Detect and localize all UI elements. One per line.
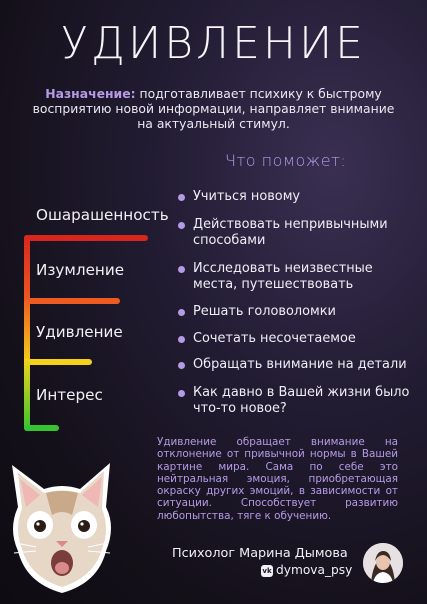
tip-item: Решать головоломки <box>176 304 417 320</box>
help-heading: Что поможет: <box>225 151 347 170</box>
tip-item: Сочетать несочетаемое <box>176 331 417 347</box>
tip-item: Исследовать неизвестные места, путешествовать <box>176 261 417 292</box>
bullet-icon <box>178 362 185 369</box>
social-handle[interactable]: vk dymova_psy <box>262 563 353 577</box>
purpose-line-1: подготавливает психику к быстрому <box>139 86 382 101</box>
vk-icon: vk <box>262 567 272 575</box>
scale-bar-green <box>24 425 59 431</box>
scale-stem-orange <box>24 298 30 364</box>
tip-item: Учиться новому <box>176 189 417 205</box>
emotion-label-4: Интерес <box>36 386 103 404</box>
tip-item: Действовать непривычными способами <box>176 217 417 248</box>
scale-bar-yellow <box>24 359 92 365</box>
scale-bar-red <box>24 235 148 241</box>
scale-stem-red <box>24 235 30 303</box>
bullet-icon <box>178 336 185 343</box>
emotion-label-3: Удивление <box>36 323 123 341</box>
bullet-icon <box>178 390 185 397</box>
emotion-label-1: Ошарашенность <box>36 206 169 224</box>
surprised-cat-image <box>6 455 118 597</box>
author-name: Психолог Марина Дымова <box>172 546 348 561</box>
page-title: УДИВЛЕНИЕ <box>61 18 366 69</box>
bullet-icon <box>178 222 185 229</box>
scale-stem-yellow <box>24 359 30 431</box>
purpose-line-2: восприятию новой информации, направляет внимание <box>32 101 395 116</box>
tip-item: Обращать внимание на детали <box>176 357 417 373</box>
bullet-icon <box>178 194 185 201</box>
purpose-text <box>28 86 399 131</box>
avatar <box>363 543 403 583</box>
scale-bar-orange <box>24 298 120 304</box>
description-text: Удивление обращает внимание на отклонение от привычной нормы в Вашей картине мира. Сама по себе это нейтральная эмоция, приобретающая окраску других эмоций, в зависимости от ситуации. Способствует развитию любопытства, тяге к обучению. <box>157 436 398 522</box>
bullet-icon <box>178 266 185 273</box>
tip-item: Как давно в Вашей жизни было что-то новое? <box>176 385 417 416</box>
bullet-icon <box>178 309 185 316</box>
emotion-label-2: Изумление <box>36 261 125 279</box>
purpose-line-3: на актуальный стимул. <box>137 116 290 131</box>
purpose-label: Назначение: <box>45 86 136 101</box>
